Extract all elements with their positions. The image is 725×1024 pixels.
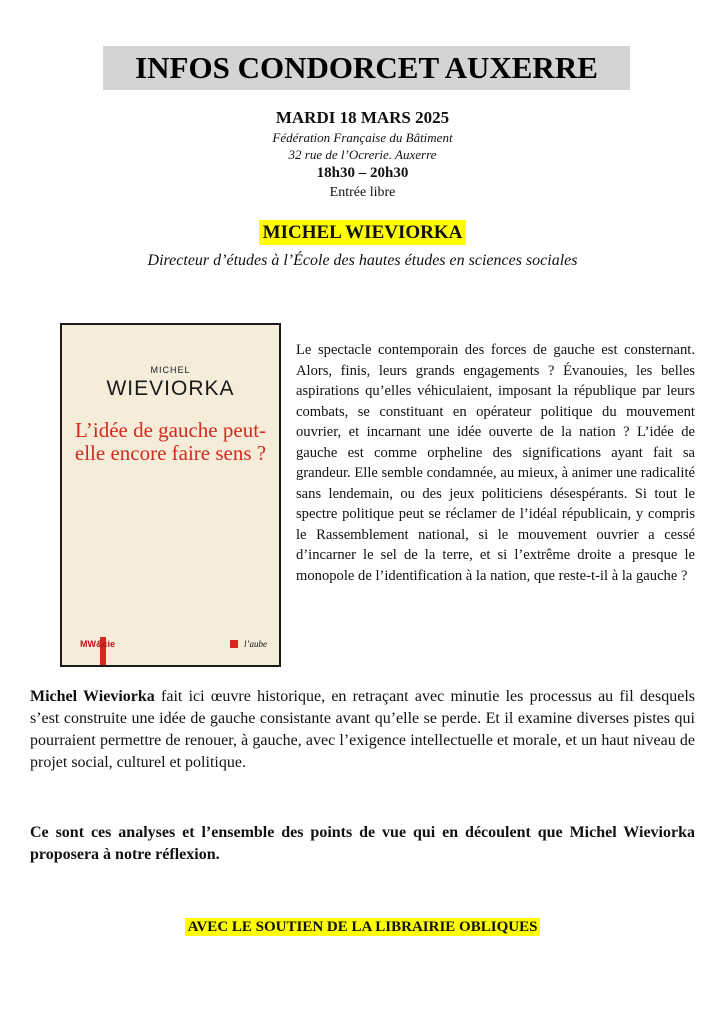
book-cover (60, 323, 281, 667)
body-lead-name: Michel Wieviorka (30, 688, 155, 705)
publisher-left: MW&cie (80, 639, 116, 649)
speaker-name-wrap (0, 221, 725, 245)
event-entry: Entrée libre (329, 185, 396, 200)
book-summary: Le spectacle contemporain des forces de gauche est consternant. Alors, finis, leurs grands engagements ? Évanouies, les belles aspirations qu’elles véhiculaient, imposant la république par leurs combats, se constituant en opérateur politique du mouvement ouvrier, et incarnant une idée ouverte de la nation ? L’idée de gauche est comme orpheline des significations ayant fait sa grandeur. Elle semble condamnée, au mieux, à animer une radicalité sans lendemain, ou des jeux politiciens désespérants. Si tout le spectre politique peut se réclamer de l’idéal républicain, y compris le Rassemblement national, si le mouvement ouvrier a cessé d’incarner le sel de la terre, et si l’extrême droite a presque le monopole de l’identification à la nation, que reste-t-il à la gauche ? (296, 342, 695, 584)
book-author-last: WIEVIORKA (106, 377, 235, 400)
publisher-right: l’aube (244, 639, 267, 649)
event-address: 32 rue de l’Ocrerie. Auxerre (288, 147, 437, 162)
event-date: MARDI 18 MARS 2025 (275, 108, 450, 127)
book-author-first: MICHEL (150, 365, 191, 375)
closing-paragraph: Ce sont ces analyses et l’ensemble des points de vue qui en découlent que Michel Wieviorka proposera à notre réflexion. (30, 824, 695, 863)
support-wrap (0, 917, 725, 937)
body-text: fait ici œuvre historique, en retraçant avec minutie les processus au fil desquels s’est construite une idée de gauche consistante avant qu’elle se perde. Et il examine diverses pistes qui pourraient permettre de renouer, à gauche, avec l’exigence intellectuelle et morale, et un haut niveau de projet social, culturel et politique. (30, 688, 695, 771)
event-details (0, 107, 725, 202)
publisher-right-wrap (230, 639, 267, 649)
support-notice: AVEC LE SOUTIEN DE LA LIBRAIRIE OBLIQUES (185, 918, 541, 936)
body-paragraph (30, 686, 695, 774)
event-hours: 18h30 – 20h30 (316, 165, 409, 181)
event-venue: Fédération Française du Bâtiment (272, 130, 453, 145)
speaker-role: Directeur d’études à l’École des hautes études en sciences sociales (147, 252, 578, 269)
book-title: L’idée de gauche peut-elle encore faire sens ? (74, 418, 267, 465)
page-title: INFOS CONDORCET AUXERRE (103, 46, 630, 90)
publisher-square-icon (230, 640, 238, 648)
speaker-name: MICHEL WIEVIORKA (259, 220, 467, 245)
